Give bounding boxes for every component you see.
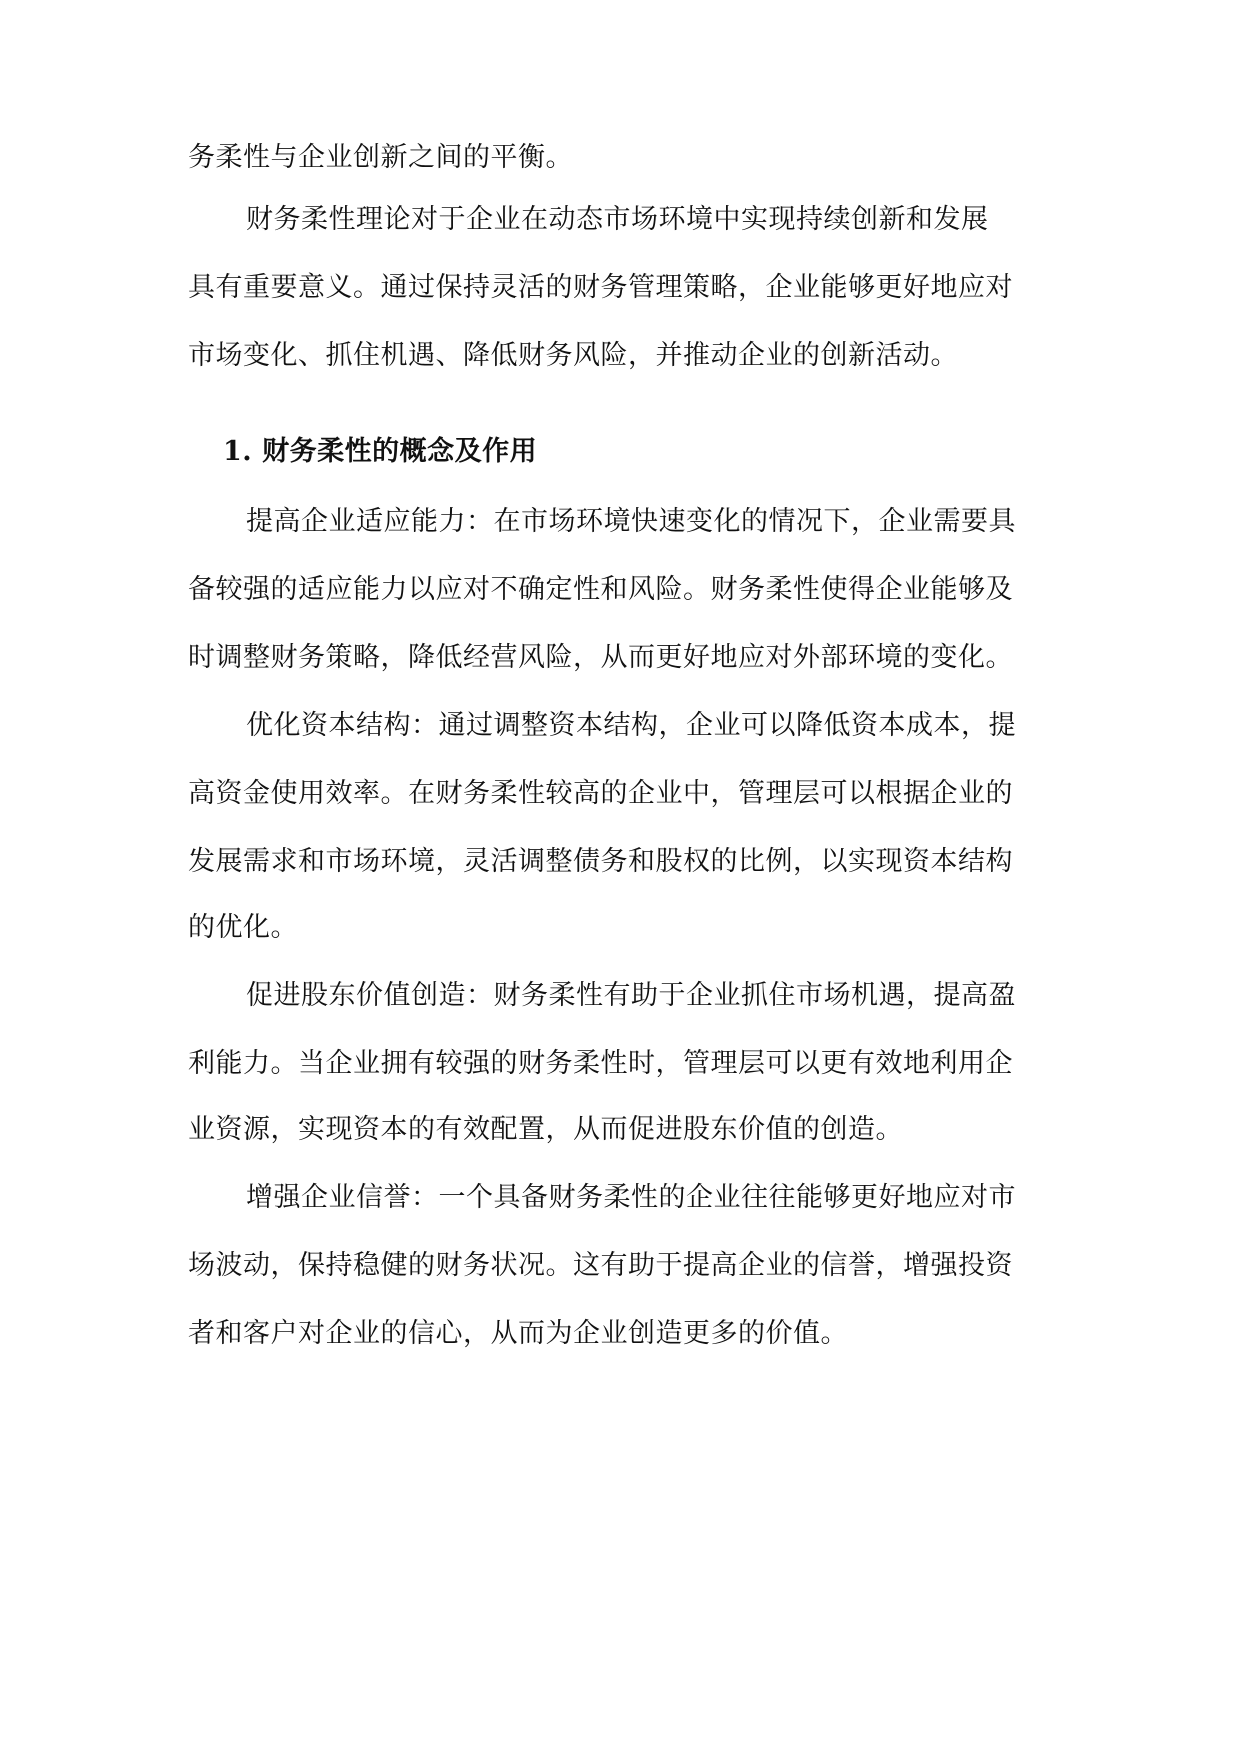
paragraph-line: 市场变化、抓住机遇、降低财务风险，并推动企业的创新活动。 [188, 340, 958, 371]
paragraph-line: 业资源，实现资本的有效配置，从而促进股东价值的创造。 [188, 1114, 903, 1145]
paragraph-line: 提高企业适应能力：在市场环境快速变化的情况下，企业需要具 [246, 506, 1016, 537]
paragraph-line: 具有重要意义。通过保持灵活的财务管理策略，企业能够更好地应对 [188, 272, 1013, 303]
paragraph-line: 利能力。当企业拥有较强的财务柔性时，管理层可以更有效地利用企 [188, 1048, 1013, 1079]
paragraph-line: 时调整财务策略，降低经营风险，从而更好地应对外部环境的变化。 [188, 642, 1013, 673]
paragraph-line: 备较强的适应能力以应对不确定性和风险。财务柔性使得企业能够及 [188, 574, 1013, 605]
paragraph-line: 优化资本结构：通过调整资本结构，企业可以降低资本成本，提 [246, 710, 1016, 741]
paragraph-line: 务柔性与企业创新之间的平衡。 [188, 142, 573, 173]
paragraph-line: 的优化。 [188, 912, 298, 943]
paragraph-line: 发展需求和市场环境，灵活调整债务和股权的比例，以实现资本结构 [188, 846, 1013, 877]
paragraph-line: 高资金使用效率。在财务柔性较高的企业中，管理层可以根据企业的 [188, 778, 1013, 809]
paragraph-line: 者和客户对企业的信心，从而为企业创造更多的价值。 [188, 1318, 848, 1349]
paragraph-line: 增强企业信誉：一个具备财务柔性的企业往往能够更好地应对市 [246, 1182, 1016, 1213]
paragraph-line: 场波动，保持稳健的财务状况。这有助于提高企业的信誉，增强投资 [188, 1250, 1013, 1281]
section-heading: 1. 财务柔性的概念及作用 [223, 436, 538, 467]
paragraph-line: 财务柔性理论对于企业在动态市场环境中实现持续创新和发展 [246, 204, 989, 235]
paragraph-line: 促进股东价值创造：财务柔性有助于企业抓住市场机遇，提高盈 [246, 980, 1016, 1011]
